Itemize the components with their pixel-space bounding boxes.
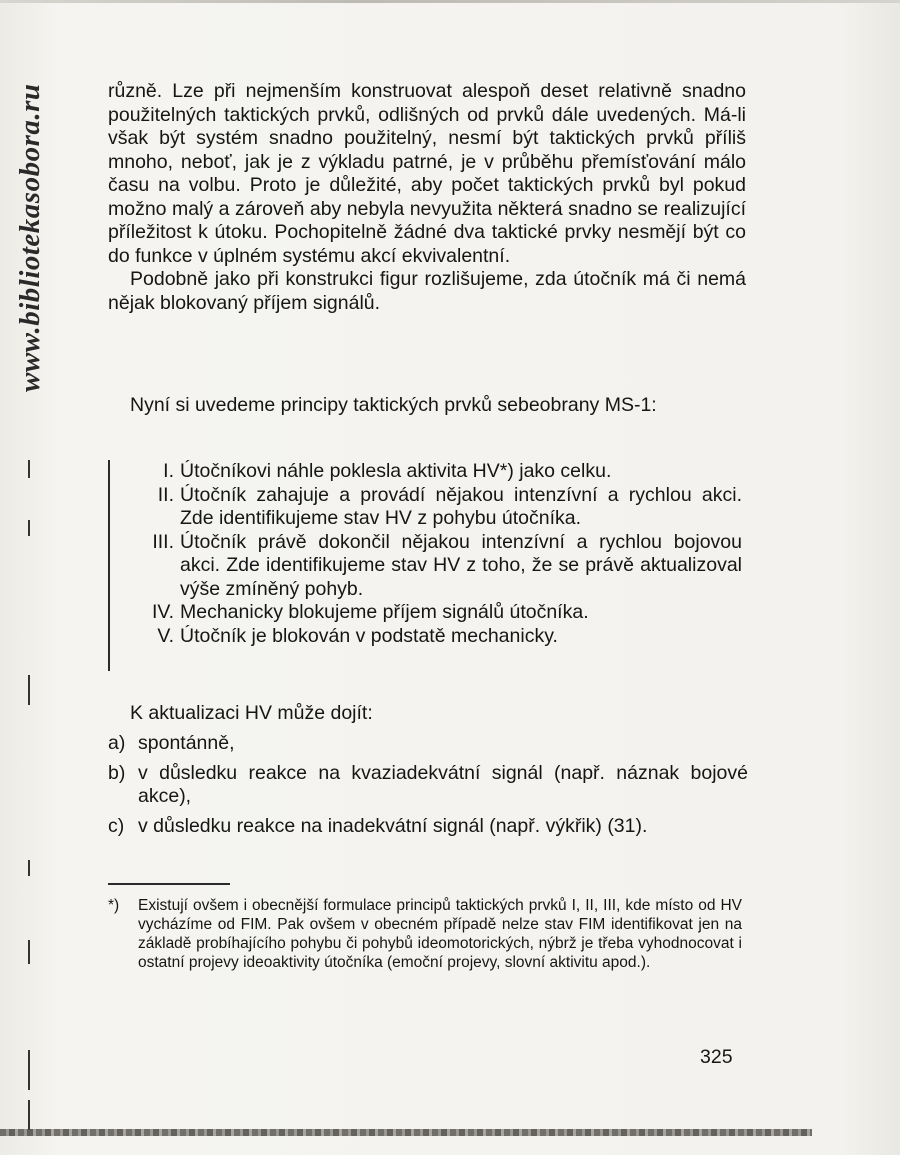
- body-text-actualization: [108, 702, 746, 726]
- principles-list: [142, 460, 742, 648]
- footnote: [108, 896, 742, 972]
- list-item: I. Útočníkovi náhle poklesla aktivita HV*) jako celku.: [163, 460, 612, 482]
- scan-bottom-edge: [0, 1129, 812, 1136]
- list-margin-bar: [108, 460, 110, 671]
- causes-list: [108, 732, 748, 844]
- paragraph-4: K aktualizaci HV může dojít:: [130, 702, 373, 724]
- list-item: a) spontánně,: [108, 732, 235, 754]
- watermark: www.bibliotekasobora.ru: [14, 83, 46, 392]
- list-item: V. Útočník je blokován v podstatě mechanicky.: [157, 624, 558, 647]
- list-item: c) v důsledku reakce na inadekvátní signál (např. výkřik) (31).: [108, 814, 648, 837]
- body-text-intro: [108, 394, 746, 418]
- body-text-top: [108, 80, 746, 315]
- footnote-rule: [108, 883, 230, 885]
- list-item: II. Útočník zahajuje a provádí nějakou intenzívní a rychlou akci. Zde identifikujeme stav HV z pohybu útočníka.: [157, 483, 742, 529]
- binding-edge-marks: [28, 440, 32, 1140]
- list-item: IV. Mechanicky blokujeme příjem signálů útočníka.: [151, 601, 589, 623]
- page-number: 325: [700, 1046, 733, 1068]
- scan-top-edge: [0, 0, 900, 3]
- paragraph-1: různě. Lze při nejmenším konstruovat alespoň deset relativně snadno použitelných taktických prvků, odlišných od prvků dále uvedených. Má-li však být systém snadno použitelný, nesmí být taktických prvků příliš mnoho, neboť, jak je z výkladu patrné, je v průběhu přemísťování málo času na volbu. Proto je důležité, aby počet taktických prvků byl pokud možno malý a zároveň aby nebyla nevyužita některá snadno se realizující příležitost k útoku. Pochopitelně žádné dva taktické prvky nesmějí být co do funkce v úplném systému akcí ekvivalentní.: [108, 80, 746, 267]
- footnote-text: Existují ovšem i obecnější formulace principů taktických prvků I, II, III, kde místo od HV vycházíme od FIM. Pak ovšem v obecném případě nelze stav FIM identifikovat jen na základě probíhajícího pohybu či pohybů ideomotorických, nýbrž je třeba vyhodnocovat i ostatní projevy ideoaktivity útočníka (emoční projevy, slovní aktivitu apod.).: [138, 897, 742, 971]
- paragraph-2: Podobně jako při konstrukci figur rozlišujeme, zda útočník má či nemá nějak blokovaný příjem signálů.: [108, 268, 746, 314]
- list-item: III. Útočník právě dokončil nějakou intenzívní a rychlou bojovou akci. Zde identifikujeme stav HV z toho, že se právě aktualizoval výše zmíněný pohyb.: [152, 530, 742, 600]
- footnote-mark: *): [108, 897, 120, 914]
- paragraph-3: Nyní si uvedeme principy taktických prvků sebeobrany MS-1:: [130, 394, 657, 416]
- list-item: b) v důsledku reakce na kvaziadekvátní signál (např. náznak bojové akce),: [108, 761, 748, 807]
